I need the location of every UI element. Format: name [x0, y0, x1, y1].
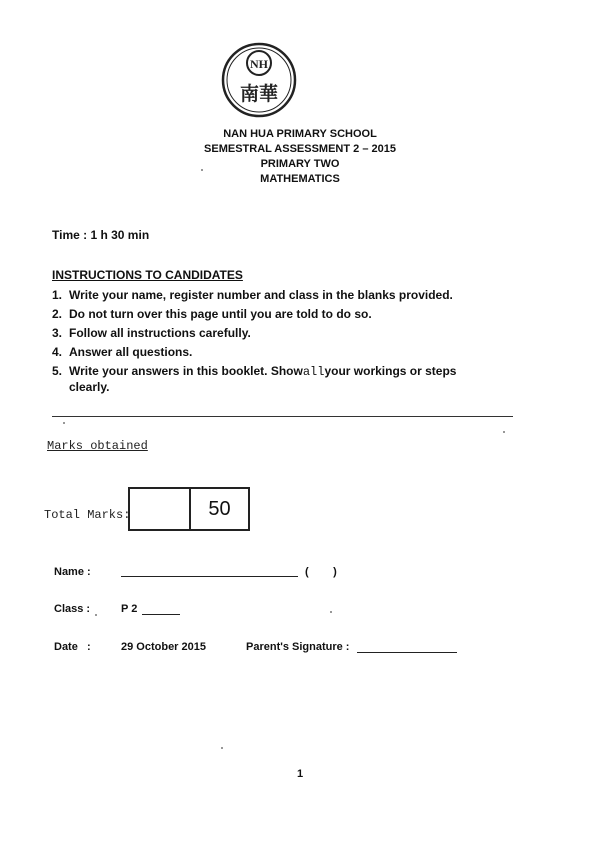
instruction-item: 1. Write your name, register number and class in the blanks provided.	[52, 288, 453, 302]
svg-text:NH: NH	[250, 57, 268, 71]
class-prefix: P 2	[121, 603, 138, 615]
marks-score-cell[interactable]	[130, 489, 191, 529]
signature-label: Parent's Signature :	[246, 641, 350, 653]
exam-duration: Time : 1 h 30 min	[52, 228, 150, 242]
page-number: 1	[296, 768, 304, 780]
scan-speck	[201, 169, 203, 171]
instructions-list	[52, 288, 482, 399]
instructions-heading: INSTRUCTIONS TO CANDIDATES	[52, 268, 243, 282]
school-name: NAN HUA PRIMARY SCHOOL	[223, 128, 377, 140]
school-logo	[221, 42, 297, 118]
marks-box	[128, 487, 250, 531]
instruction-item: 4. Answer all questions.	[52, 345, 193, 359]
date-label: Date :	[54, 641, 91, 653]
signature-field[interactable]	[357, 642, 457, 653]
class-field[interactable]	[142, 604, 180, 615]
instruction-item: 3. Follow all instructions carefully.	[52, 326, 251, 340]
svg-text:南華: 南華	[239, 83, 279, 105]
section-divider	[52, 416, 513, 417]
register-number-field[interactable]: ( )	[305, 566, 337, 578]
instruction-item: 2. Do not turn over this page until you are told to do so.	[52, 307, 372, 321]
subject-title: MATHEMATICS	[260, 173, 340, 185]
scan-speck	[95, 614, 97, 616]
name-label: Name :	[54, 566, 91, 578]
scan-speck	[330, 611, 332, 613]
marks-total-cell: 50	[208, 497, 231, 520]
scan-speck	[503, 431, 505, 433]
scan-speck	[63, 422, 65, 424]
name-field[interactable]	[121, 566, 298, 577]
class-label: Class :	[54, 603, 91, 615]
date-value: 29 October 2015	[121, 641, 206, 653]
level-title: PRIMARY TWO	[260, 158, 340, 170]
marks-obtained-label: Marks obtained	[47, 439, 148, 453]
instruction-item: 5. Write your answers in this booklet. Showallyour workings or steps clearly.	[52, 364, 457, 394]
total-marks-label: Total Marks:	[44, 508, 131, 522]
scan-speck	[221, 747, 223, 749]
assessment-title: SEMESTRAL ASSESSMENT 2 – 2015	[204, 143, 396, 155]
